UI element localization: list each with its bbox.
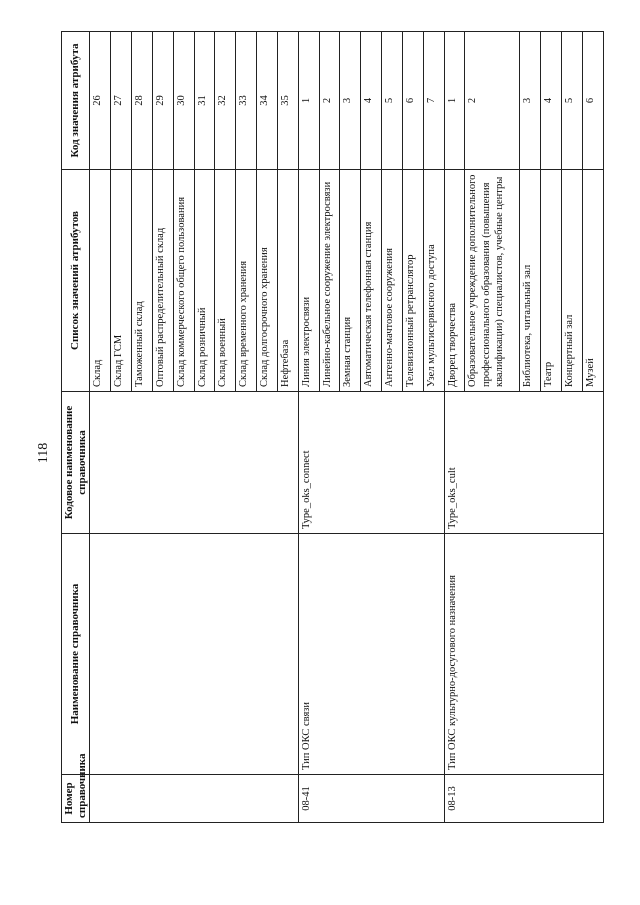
attribute-value-cell: Оптовый распределительный склад (152, 170, 173, 392)
header-value-code: Код значения атрибута (62, 32, 90, 170)
attribute-value-cell: Таможенный склад (131, 170, 152, 392)
ref-name-cell (90, 534, 298, 775)
attribute-value-cell: Склад долгосрочного хранения (257, 170, 278, 392)
value-code-cell: 5 (561, 32, 582, 170)
attribute-value-cell: Телевизионный ретранслятор (402, 170, 423, 392)
attribute-value-cell: Концертный зал (561, 170, 582, 392)
attribute-value-cell: Узел мультисервисного доступа (423, 170, 444, 392)
value-code-cell: 6 (402, 32, 423, 170)
value-code-cell: 26 (90, 32, 111, 170)
attribute-value-cell: Склад коммерческого общего пользования (173, 170, 194, 392)
attribute-value-cell: Линия электросвязи (298, 170, 319, 392)
table-body (90, 32, 604, 823)
header-values-list: Список значений атрибутов (62, 170, 90, 392)
attribute-value-cell: Образовательное учреждение дополнительного профессионального образования (повышения квалификации) специалистов, учебные центры (465, 170, 520, 392)
attribute-value-cell: Склад ГСМ (111, 170, 132, 392)
value-code-cell: 28 (131, 32, 152, 170)
attribute-value-cell: Театр (541, 170, 562, 392)
value-code-cell: 1 (444, 32, 465, 170)
value-code-cell: 2 (465, 32, 520, 170)
ref-code-cell: Type_oks_cult (444, 392, 603, 534)
attribute-value-cell: Земная станция (340, 170, 361, 392)
header-ref-code: Кодовое наименование справочника (62, 392, 90, 534)
value-code-cell: 4 (361, 32, 382, 170)
attribute-value-cell: Склад временного хранения (236, 170, 257, 392)
header-ref-number: Номер справочника (62, 775, 90, 823)
attribute-value-cell: Музей (582, 170, 603, 392)
value-code-cell: 1 (298, 32, 319, 170)
value-code-cell: 33 (236, 32, 257, 170)
value-code-cell: 3 (340, 32, 361, 170)
value-code-cell: 2 (319, 32, 340, 170)
attribute-value-cell: Дворец творчества (444, 170, 465, 392)
table-row (444, 32, 465, 823)
ref-code-cell (90, 392, 298, 534)
ref-code-cell: Type_oks_connect (298, 392, 444, 534)
attribute-value-cell: Нефтебаза (277, 170, 298, 392)
header-ref-name: Наименование справочника (62, 534, 90, 775)
table-row (298, 32, 319, 823)
value-code-cell: 31 (194, 32, 215, 170)
value-code-cell: 4 (541, 32, 562, 170)
ref-number-cell: 08-13 (444, 775, 603, 823)
value-code-cell: 35 (277, 32, 298, 170)
value-code-cell: 6 (582, 32, 603, 170)
attribute-value-cell: Антенно-мачтовое сооружения (382, 170, 403, 392)
attribute-value-cell: Автоматическая телефонная станция (361, 170, 382, 392)
value-code-cell: 27 (111, 32, 132, 170)
attribute-value-cell: Склад военный (215, 170, 236, 392)
table-row (90, 32, 111, 823)
value-code-cell: 30 (173, 32, 194, 170)
value-code-cell: 34 (257, 32, 278, 170)
value-code-cell: 5 (382, 32, 403, 170)
ref-number-cell (90, 775, 298, 823)
table-header-row (62, 32, 90, 823)
attribute-value-cell: Склад (90, 170, 111, 392)
value-code-cell: 3 (520, 32, 541, 170)
page-number: 118 (36, 442, 51, 464)
value-code-cell: 29 (152, 32, 173, 170)
value-code-cell: 7 (423, 32, 444, 170)
attribute-value-cell: Склад розничный (194, 170, 215, 392)
ref-number-cell: 08-41 (298, 775, 444, 823)
reference-table-sheet (61, 32, 604, 823)
value-code-cell: 32 (215, 32, 236, 170)
attribute-value-cell: Линейно-кабельное сооружение электросвязи (319, 170, 340, 392)
ref-name-cell: Тип ОКС культурно-досугового назначения (444, 534, 603, 775)
attribute-value-cell: Библиотека, читальный зал (520, 170, 541, 392)
ref-name-cell: Тип ОКС связи (298, 534, 444, 775)
reference-table (61, 31, 604, 823)
